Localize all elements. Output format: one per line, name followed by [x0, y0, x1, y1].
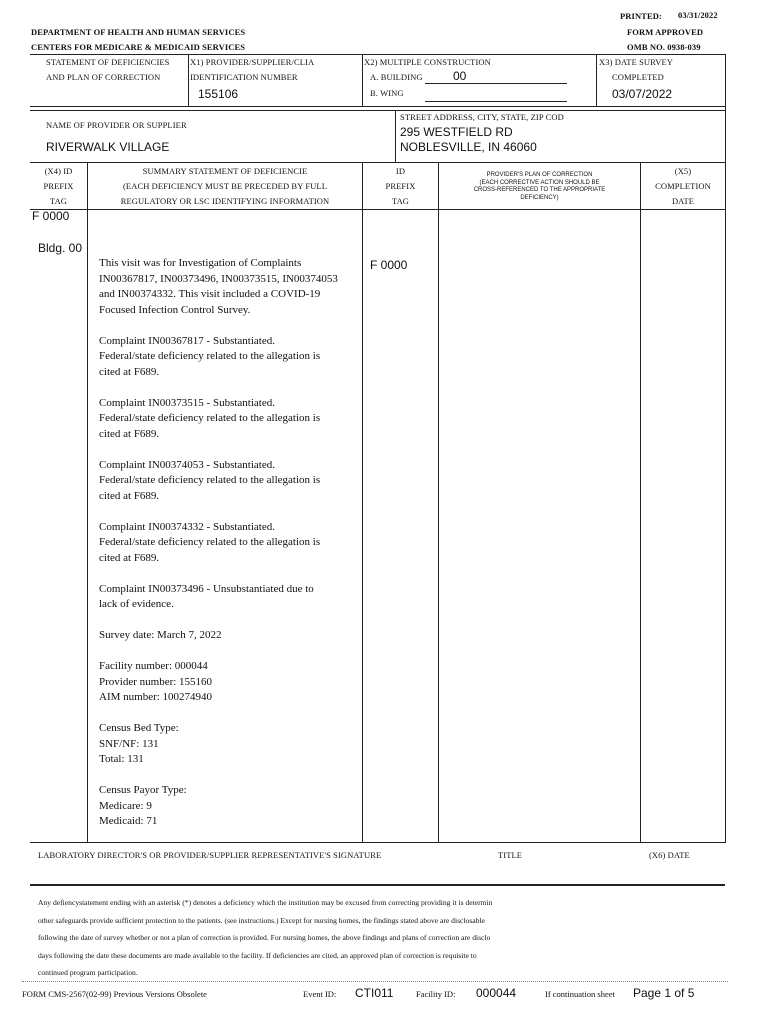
- divider: [362, 54, 363, 106]
- disclaimer-text: [38, 894, 728, 982]
- signature-rule: [30, 884, 725, 886]
- x5-header-2: COMPLETION: [655, 181, 711, 191]
- x4-header-1: (X4) ID: [44, 166, 73, 176]
- provider-top-border: [30, 110, 726, 111]
- statement-label: STATEMENT OF DEFICIENCIES: [46, 57, 170, 67]
- centers-title: CENTERS FOR MEDICARE & MEDICAID SERVICES: [31, 42, 246, 52]
- column-header-bottom-border: [30, 209, 726, 210]
- divider: [596, 54, 597, 106]
- deficiency-paragraph: This visit was for Investigation of Complaints IN00367817, IN00373496, IN00373515, IN00374053 and IN00374332. This visit included a COVID-19 Focused Infection Control Survey.: [99, 257, 338, 316]
- event-id-label: Event ID:: [303, 989, 337, 999]
- provider-id-value: 155106: [198, 87, 239, 101]
- address-line2: NOBLESVILLE, IN 46060: [400, 140, 537, 154]
- deficiency-paragraph: Complaint IN00373496 - Unsubstantiated due to lack of evidence.: [99, 582, 314, 610]
- divider: [395, 110, 396, 162]
- page-number: Page 1 of 5: [633, 986, 695, 1000]
- plan-header-3: CROSS-REFERENCED TO THE APPROPRIATE: [473, 187, 606, 193]
- department-title: DEPARTMENT OF HEALTH AND HUMAN SERVICES: [31, 27, 246, 37]
- provider-bottom-border: [30, 162, 726, 163]
- form-approved: FORM APPROVED: [627, 27, 704, 37]
- continuation-label: If continuation sheet: [545, 989, 615, 999]
- title-label: TITLE: [498, 850, 523, 860]
- x2-label: X2) MULTIPLE CONSTRUCTION: [364, 57, 491, 67]
- building-value: 00: [453, 69, 467, 83]
- left-tag: F 0000: [32, 209, 70, 223]
- facility-id-label: Facility ID:: [416, 989, 456, 999]
- id-header-3: TAG: [391, 196, 410, 206]
- x5-header-3: DATE: [671, 196, 695, 206]
- building-underline: [425, 83, 567, 84]
- deficiency-paragraph: Census Payor Type: Medicare: 9 Medicaid: 71: [99, 784, 187, 827]
- survey-date-value: 03/07/2022: [612, 87, 673, 101]
- plan-label: AND PLAN OF CORRECTION: [46, 72, 161, 82]
- disclaimer-line: continued program participation.: [38, 968, 138, 977]
- disclaimer-line: following the date of survey whether or not a plan of correction is provided. For nursing homes, the above findings and plans of correction are disclo: [38, 933, 491, 942]
- deficiency-paragraph: Survey date: March 7, 2022: [99, 629, 222, 641]
- deficiency-paragraph: Complaint IN00373515 - Substantiated. Federal/state deficiency related to the allegation is cited at F689.: [99, 396, 321, 440]
- building-label: A. BUILDING: [370, 72, 423, 82]
- address-label: STREET ADDRESS, CITY, STATE, ZIP COD: [400, 112, 564, 122]
- disclaimer-line: Any defiencystatement ending with an asterisk (*) denotes a deficiency which the institution may be excused from correcting providing it is determin: [38, 898, 493, 907]
- plan-header-1: PROVIDER'S PLAN OF CORRECTION: [486, 172, 593, 178]
- plan-header-4: DEFICIENCY): [520, 194, 559, 201]
- body-bottom-border: [30, 842, 726, 843]
- divider: [188, 54, 189, 106]
- deficiency-statement: [99, 256, 361, 845]
- top-box-bottom-border: [30, 106, 726, 107]
- deficiency-paragraph: Complaint IN00374332 - Substantiated. Federal/state deficiency related to the allegation is cited at F689.: [99, 520, 321, 564]
- event-id-value: CTI011: [355, 986, 394, 1000]
- column-divider: [438, 162, 439, 842]
- footer-rule: [22, 981, 728, 982]
- deficiency-paragraph: Census Bed Type: SNF/NF: 131 Total: 131: [99, 722, 179, 765]
- disclaimer-line: days following the date these documents are made available to the facility. If deficiencies are cited, an approved plan of correction is requisite to: [38, 950, 477, 960]
- x4-header-2: PREFIX: [43, 181, 74, 191]
- deficiency-paragraph: Complaint IN00367817 - Substantiated. Federal/state deficiency related to the allegation is cited at F689.: [99, 334, 321, 378]
- x5-header-1: (X5): [674, 166, 692, 176]
- facility-id-value: 000044: [476, 986, 517, 1000]
- id-header-2: PREFIX: [385, 181, 416, 191]
- right-border: [725, 162, 726, 842]
- summary-header-3: REGULATORY OR LSC IDENTIFYING INFORMATION: [120, 196, 330, 206]
- right-tag: F 0000: [370, 258, 408, 272]
- printed-label: PRINTED:: [620, 11, 662, 21]
- x1-sublabel: IDENTIFICATION NUMBER: [190, 72, 298, 82]
- x1-label: X1) PROVIDER/SUPPLIER/CLIA: [190, 57, 315, 67]
- provider-name-value: RIVERWALK VILLAGE: [46, 140, 170, 154]
- id-header-1: ID: [395, 166, 406, 176]
- column-divider: [362, 162, 363, 842]
- printed-date: 03/31/2022: [678, 10, 718, 20]
- column-divider: [640, 162, 641, 842]
- plan-header-2: (EACH CORRECTIVE ACTION SHOULD BE: [479, 179, 600, 186]
- x3-sublabel: COMPLETED: [612, 72, 664, 82]
- signature-label: LABORATORY DIRECTOR'S OR PROVIDER/SUPPLIER REPRESENTATIVE'S SIGNATURE: [38, 850, 382, 860]
- disclaimer-line: other safeguards provide sufficient protection to the patients. (see instructions.) Except for nursing homes, the findings stated above are disclosable: [38, 915, 485, 925]
- plan-header: [439, 172, 640, 202]
- deficiency-paragraph: Facility number: 000044 Provider number: 155160 AIM number: 100274940: [99, 660, 213, 703]
- summary-header-1: SUMMARY STATEMENT OF DEFICIENCIE: [142, 166, 308, 176]
- omb-number: OMB NO. 0938-039: [627, 42, 701, 52]
- deficiency-paragraph: Complaint IN00374053 - Substantiated. Federal/state deficiency related to the allegation is cited at F689.: [99, 458, 321, 502]
- column-divider: [87, 162, 88, 842]
- wing-label: B. WING: [370, 88, 404, 98]
- address-line1: 295 WESTFIELD RD: [400, 125, 513, 139]
- building-tag: Bldg. 00: [38, 241, 83, 255]
- provider-name-label: NAME OF PROVIDER OR SUPPLIER: [46, 120, 187, 130]
- x4-header-3: TAG: [49, 196, 68, 206]
- form-number: FORM CMS-2567(02-99) Previous Versions Obsolete: [22, 989, 207, 999]
- date-label: (X6) DATE: [649, 850, 690, 860]
- wing-underline: [425, 101, 567, 102]
- top-box-top-border: [30, 54, 726, 55]
- summary-header-2: (EACH DEFICIENCY MUST BE PRECEDED BY FULL: [122, 181, 328, 191]
- x3-label: X3) DATE SURVEY: [599, 57, 674, 67]
